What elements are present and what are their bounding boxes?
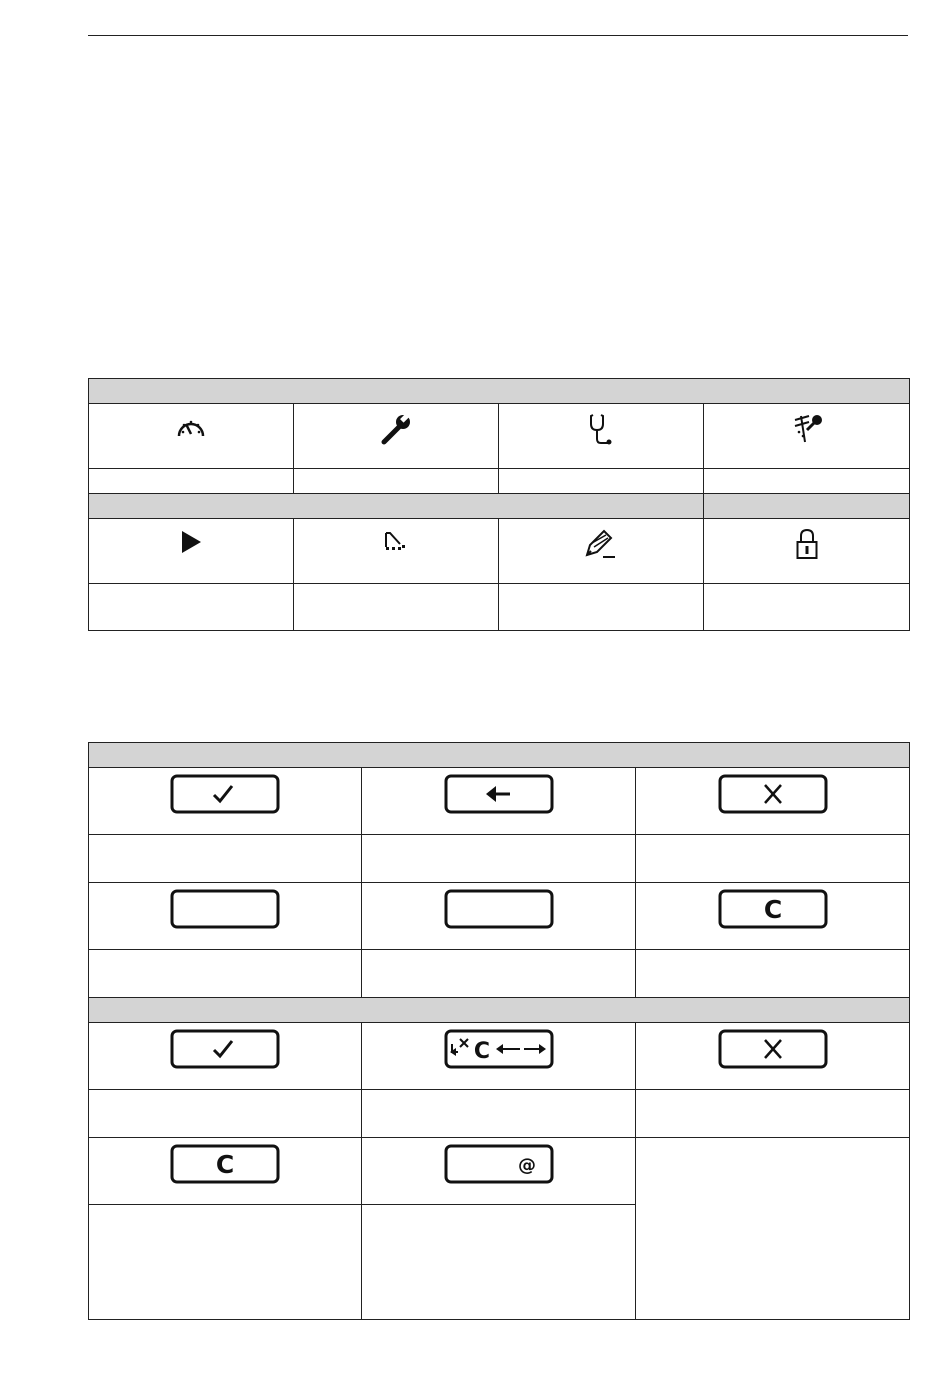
table-cell xyxy=(499,519,704,584)
blank-key-icon xyxy=(444,889,554,929)
table-cell xyxy=(89,1090,362,1138)
play-icon xyxy=(173,527,209,557)
table-cell xyxy=(362,1205,636,1320)
table-header xyxy=(89,998,910,1023)
speedometer-icon xyxy=(173,412,209,440)
table-header xyxy=(89,379,910,404)
tools-icon xyxy=(787,412,827,446)
stethoscope-icon xyxy=(583,412,619,446)
table-header xyxy=(704,494,910,519)
table-cell xyxy=(362,883,636,950)
table-cell xyxy=(499,584,704,631)
clear-key-glyph: C xyxy=(473,1039,490,1064)
at-sign-key-icon xyxy=(444,1144,554,1184)
table-cell xyxy=(89,1023,362,1090)
ramp-icon xyxy=(378,527,414,557)
clear-key-glyph: C xyxy=(215,1150,235,1179)
table-cell xyxy=(499,404,704,469)
icon-table xyxy=(88,378,910,631)
table-cell xyxy=(89,768,362,835)
edit-nav-key-icon xyxy=(444,1029,554,1069)
top-rule xyxy=(88,35,908,36)
table-header xyxy=(89,743,910,768)
table-cell xyxy=(362,950,636,998)
table-cell xyxy=(294,584,499,631)
table-cell xyxy=(294,469,499,494)
table-cell xyxy=(704,519,910,584)
table-cell xyxy=(362,1023,636,1090)
table-cell xyxy=(89,1138,362,1205)
table-cell xyxy=(89,1205,362,1320)
check-key-icon xyxy=(170,1029,280,1069)
table-cell xyxy=(636,1090,910,1138)
table-cell xyxy=(636,883,910,950)
back-arrow-key-icon xyxy=(444,774,554,814)
table-cell xyxy=(704,584,910,631)
table-cell xyxy=(294,519,499,584)
table-cell xyxy=(89,883,362,950)
blank-key-icon xyxy=(170,889,280,929)
wrench-icon xyxy=(378,412,414,446)
table-cell xyxy=(636,768,910,835)
table-cell xyxy=(89,835,362,883)
clear-key-glyph: C xyxy=(763,895,782,924)
table-cell xyxy=(499,469,704,494)
table-header xyxy=(89,494,704,519)
table-cell xyxy=(704,469,910,494)
table-cell xyxy=(362,835,636,883)
cancel-key-icon xyxy=(718,1029,828,1069)
table-cell xyxy=(89,519,294,584)
clear-key-icon xyxy=(170,1144,280,1184)
cancel-key-icon xyxy=(718,774,828,814)
pencil-icon xyxy=(581,527,621,561)
table-cell xyxy=(636,950,910,998)
table-cell xyxy=(89,584,294,631)
key-table xyxy=(88,742,910,1320)
table-cell xyxy=(636,1138,910,1320)
clear-key-icon xyxy=(718,889,828,929)
table-cell xyxy=(362,1138,636,1205)
check-key-icon xyxy=(170,774,280,814)
table-cell xyxy=(89,469,294,494)
lock-icon xyxy=(789,527,825,561)
table-cell xyxy=(89,950,362,998)
table-cell xyxy=(362,1090,636,1138)
table-cell xyxy=(704,404,910,469)
table-cell xyxy=(362,768,636,835)
table-cell xyxy=(89,404,294,469)
at-key-glyph: @ xyxy=(517,1155,536,1176)
table-cell xyxy=(636,1023,910,1090)
table-cell xyxy=(636,835,910,883)
table-cell xyxy=(294,404,499,469)
